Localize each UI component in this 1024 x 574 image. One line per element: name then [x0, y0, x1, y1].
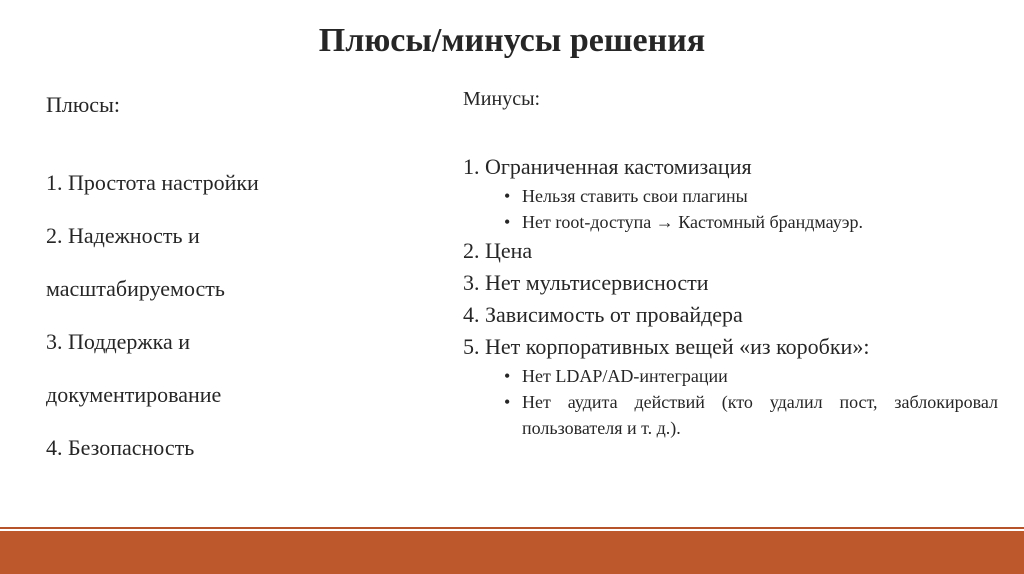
sub-item-text: Нет LDAP/AD-интеграции	[522, 366, 728, 386]
cons-item-4: 4. Зависимость от провайдера	[463, 302, 743, 327]
cons-item-1-sub-1	[504, 183, 998, 209]
accent-line	[0, 527, 1024, 529]
cons-item-1: 1. Ограниченная кастомизация	[463, 154, 752, 179]
bullet-icon: •	[504, 366, 511, 386]
cons-item-5-sublist	[463, 363, 998, 441]
footer-accent-bar	[0, 531, 1024, 574]
cons-item-2: 2. Цена	[463, 238, 533, 263]
cons-item-5: 5. Нет корпоративных вещей «из коробки»:	[463, 334, 870, 359]
cons-item-1-sublist	[463, 183, 998, 235]
sub-item-text: Нет аудита действий (кто удалил пост, заблокировал пользователя и т. д.).	[522, 392, 998, 438]
cons-heading: Минусы:	[463, 88, 541, 110]
cons-item-5-sub-1	[504, 363, 998, 389]
bullet-icon: •	[504, 212, 511, 232]
pros-item-3: 3. Поддержка и	[46, 329, 190, 354]
pros-item-4: 4. Безопасность	[46, 435, 195, 460]
bullet-icon: •	[504, 392, 511, 412]
sub-item-text: Нельзя ставить свои плагины	[522, 186, 748, 206]
cons-item-1-sub-2	[504, 209, 998, 235]
cons-item-3: 3. Нет мультисервисности	[463, 270, 709, 295]
bullet-icon: •	[504, 186, 511, 206]
cons-item-5-sub-2	[504, 389, 998, 441]
pros-item-1: 1. Простота настройки	[46, 170, 259, 195]
slide-title: Плюсы/минусы решения	[318, 22, 706, 59]
pros-item-2: 2. Надежность и	[46, 223, 200, 248]
pros-item-3-continued: документирование	[46, 382, 222, 407]
pros-column	[46, 88, 406, 474]
pros-item-2-continued: масштабируемость	[46, 276, 225, 301]
sub-item-text: Нет root-доступа → Кастомный брандмауэр.	[522, 212, 863, 232]
pros-heading: Плюсы:	[46, 92, 120, 117]
cons-column	[463, 84, 998, 441]
